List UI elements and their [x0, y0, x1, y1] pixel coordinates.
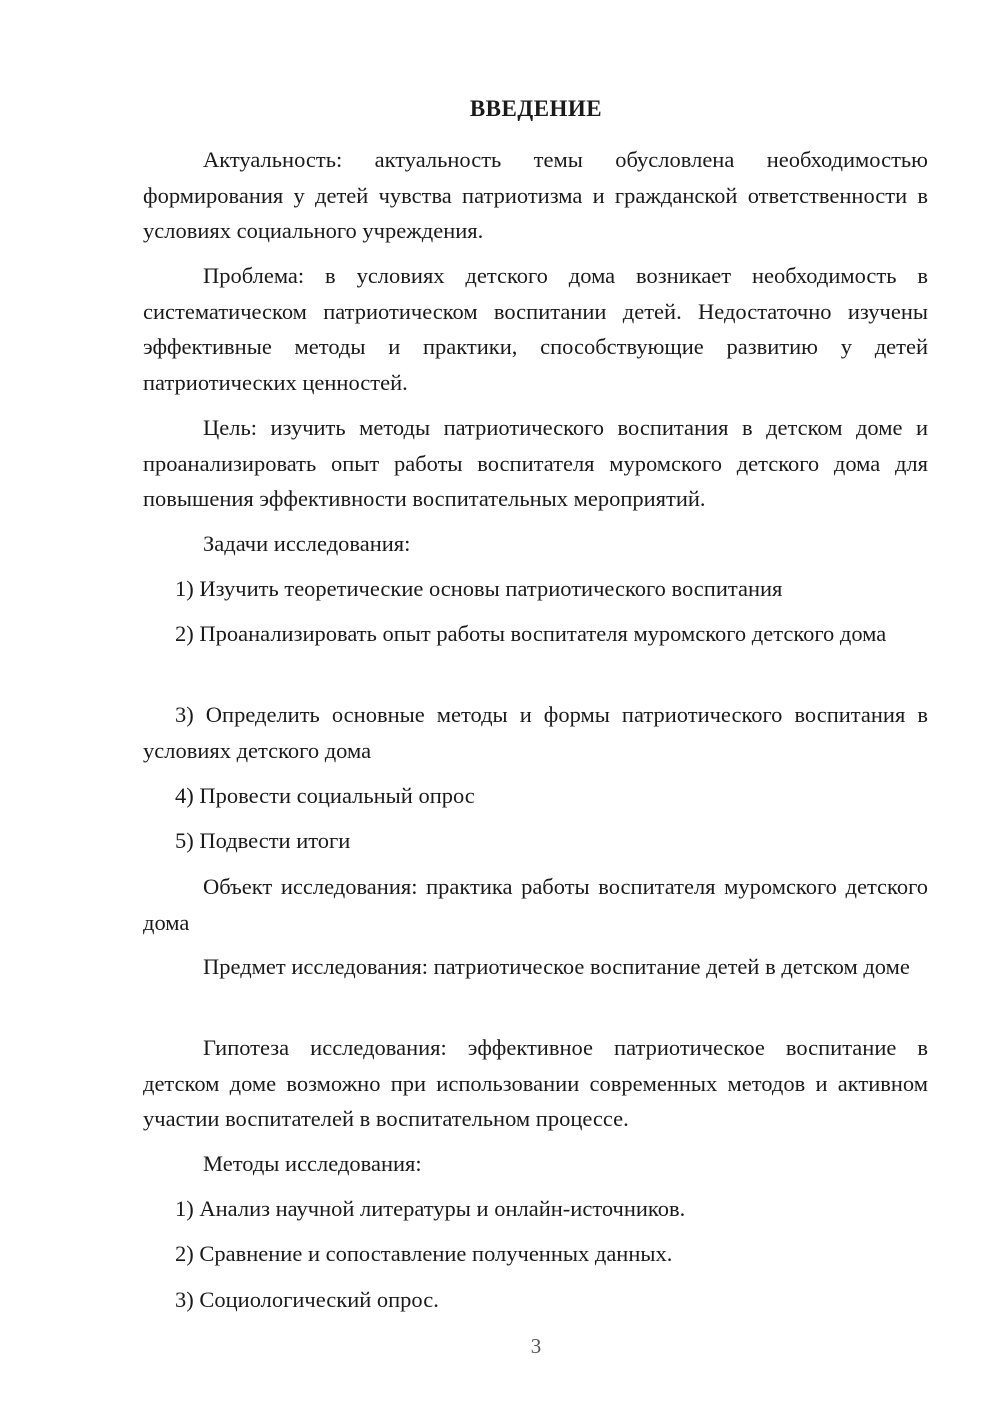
page-title: ВВЕДЕНИЕ [469, 96, 603, 121]
methods-heading: Методы исследования: [203, 1151, 422, 1176]
paragraph-object: Объект исследования: практика работы воспитателя муромского детского дома [143, 874, 928, 935]
method-item-2: 2) Сравнение и сопоставление полученных данных. [175, 1241, 673, 1266]
task-item-5: 5) Подвести итоги [175, 828, 351, 853]
task-item-4: 4) Провести социальный опрос [175, 783, 475, 808]
task-item-3: 3) Определить основные методы и формы патриотического воспитания в условиях детского дома [143, 702, 928, 763]
task-item-2: 2) Проанализировать опыт работы воспитателя муромского детского дома [175, 621, 887, 646]
page-number: 3 [530, 1334, 542, 1358]
method-item-1: 1) Анализ научной литературы и онлайн-источников. [175, 1196, 686, 1221]
tasks-heading: Задачи исследования: [203, 531, 411, 556]
paragraph-problem: Проблема: в условиях детского дома возникает необходимость в систематическом патриотическом воспитании детей. Недостаточно изучены эффективные методы и практики, способствующие развитию у детей патриотических ценностей. [143, 263, 928, 395]
paragraph-goal: Цель: изучить методы патриотического воспитания в детском доме и проанализировать опыт работы воспитателя муромского детского дома для повышения эффективности воспитательных мероприятий. [143, 415, 928, 511]
paragraph-hypothesis: Гипотеза исследования: эффективное патриотическое воспитание в детском доме возможно при использовании современных методов и активном участии воспитателей в воспитательном процессе. [143, 1035, 928, 1131]
method-item-3: 3) Социологический опрос. [175, 1287, 439, 1312]
paragraph-subject: Предмет исследования: патриотическое воспитание детей в детском доме [203, 954, 910, 979]
task-item-1: 1) Изучить теоретические основы патриотического воспитания [175, 576, 783, 601]
paragraph-relevance: Актуальность: актуальность темы обусловлена необходимостью формирования у детей чувства патриотизма и гражданской ответственности в условиях социального учреждения. [143, 147, 928, 243]
